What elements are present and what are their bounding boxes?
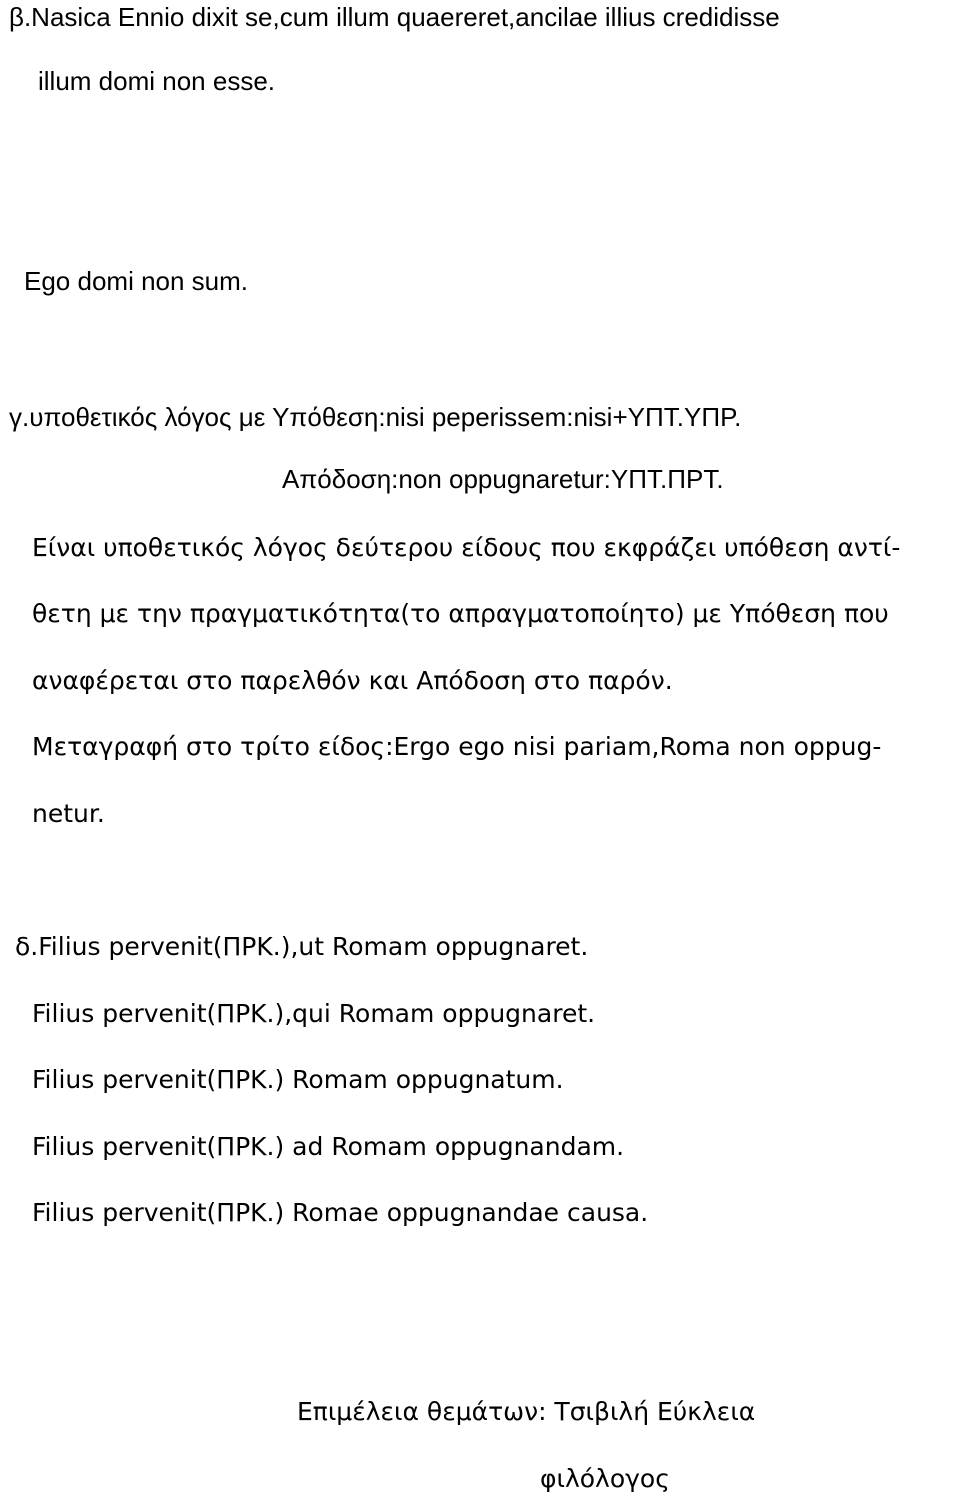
section-g-explanation-line: Μεταγραφή στο τρίτο είδος:Ergo ego nisi pariam,Roma non oppug- (32, 732, 882, 761)
section-b-answer: Ego domi non sum. (24, 266, 249, 296)
section-g-explanation-line: αναφέρεται στο παρελθόν και Απόδοση στο παρόν. (32, 666, 673, 695)
section-b-line-2: illum domi non esse. (38, 66, 275, 96)
signature-author: Επιμέλεια θεμάτων: Τσιβιλή Εύκλεια (297, 1397, 756, 1426)
section-g-explanation-line: Είναι υποθετικός λόγος δεύτερου είδους που εκφράζει υπόθεση αντί- (32, 533, 901, 562)
section-d-line: Filius pervenit(ΠΡΚ.) Romae oppugnandae causa. (32, 1198, 649, 1227)
section-d-line: δ.Filius pervenit(ΠΡΚ.),ut Romam oppugnaret. (15, 932, 589, 961)
section-g-line-1: γ.υποθετικός λόγος με Υπόθεση:nisi peperissem:nisi+ΥΠΤ.ΥΠΡ. (9, 402, 742, 432)
section-g-line-2: Απόδοση:non oppugnaretur:ΥΠΤ.ΠΡΤ. (282, 464, 724, 494)
section-g-explanation-line: θετη με την πραγματικότητα(το απραγματοποίητο) με Υπόθεση που (32, 599, 889, 628)
section-d-line: Filius pervenit(ΠΡΚ.) Romam oppugnatum. (32, 1065, 564, 1094)
signature-role: φιλόλογος (540, 1464, 670, 1493)
section-g-explanation-line: netur. (32, 799, 105, 828)
section-d-line: Filius pervenit(ΠΡΚ.),qui Romam oppugnaret. (32, 999, 596, 1028)
section-b-line-1: β.Nasica Ennio dixit se,cum illum quaereret,ancilae illius credidisse (9, 2, 780, 32)
section-d-line: Filius pervenit(ΠΡΚ.) ad Romam oppugnandam. (32, 1132, 625, 1161)
